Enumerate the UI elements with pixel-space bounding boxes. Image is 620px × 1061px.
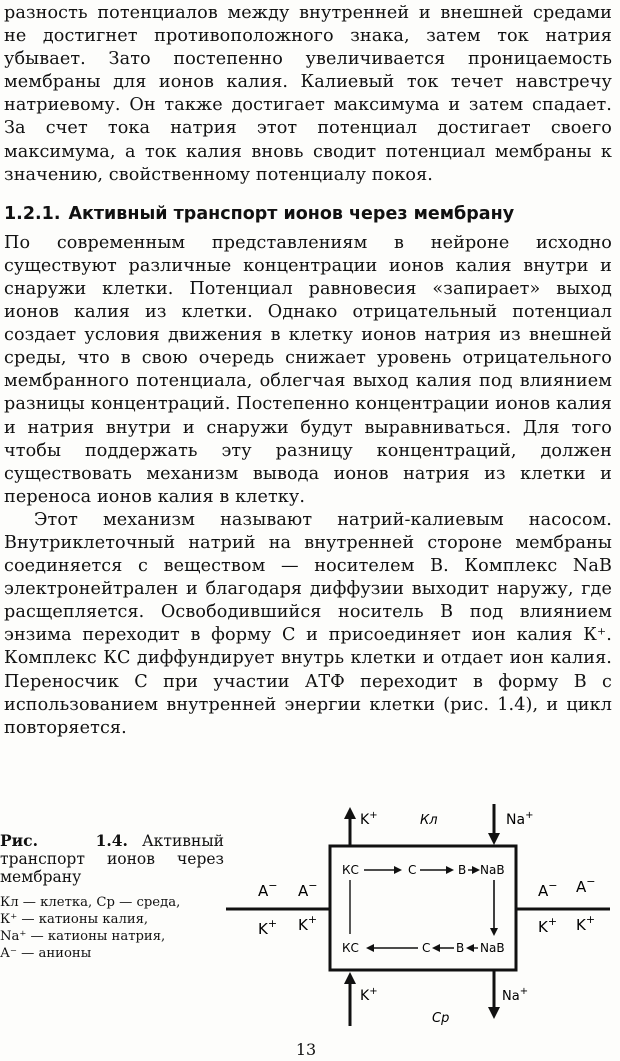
anion-left-2: A− [298,879,318,900]
bottom-b: В [456,941,465,955]
section-title: Активный транспорт ионов через мембрану [68,203,515,224]
figure-label: Рис. 1.4. [0,831,128,850]
anion-left-1: A− [258,879,278,900]
cation-right-2: K+ [576,913,596,934]
figure-legend [0,894,224,962]
legend-item: Na⁺ — катионы натрия, [0,929,166,944]
paragraph-3: Этот механизм называют натрий-калиевым насосом. Внутриклеточный натрий на внутренней стороне мембраны соединяется с веществом — носителем В. Комплекс NaB электронейтрален и благодаря диффузии выходит наружу, где расщепляется. Освободившийся носитель В под влиянием энзима переходит в форму С и присоединяет ион калия К⁺. Комплекс КС диффундирует внутрь клетки и отдает ион калия. Переносчик С при участии АТФ переходит в форму В с использованием внутренней энергии клетки (рис. 1.4), и цикл повторяется. [4,509,612,738]
ion-label-na-top: Na+ [506,810,534,828]
cell-label: Кл [420,813,438,828]
medium-label: Ср [432,1011,450,1026]
legend-item: А⁻ — анионы [0,946,92,961]
cation-left-2: K+ [298,913,318,934]
pump-diagram [226,800,610,1040]
caption-text [0,832,224,886]
cation-left-1: K+ [258,917,278,938]
paragraph-2: По современным представлениям в нейроне исходно существуют различные концентрации ионов калия внутри и снаружи клетки. Потенциал равновесия «запирает» выход ионов калия из клетки. Однако отрицательный потенциал создает условия движения в клетку ионов натрия из внешней среды, что в свою очередь снижает уровень отрицательного мембранного потенциала, облегчая выход калия под влиянием разницы концентраций. Постепенно концентрации ионов калия и натрия внутри и снаружи будут выравниваться. Для того чтобы поддержать эту разницу концентраций, должен существовать механизм вывода ионов натрия из клетки и переноса ионов калия в клетку. [4,232,612,507]
figure-caption [0,832,224,962]
anion-right-1: A− [538,879,558,900]
page [4,0,612,740]
legend-item: К⁺ — катионы калия, [0,912,149,927]
figure-1-4 [0,800,612,1040]
section-heading [4,202,612,226]
top-kc: КС [342,863,359,877]
legend-item: Кл — клетка, Ср — среда, [0,895,181,910]
top-c: С [408,863,417,877]
ion-label-na-bottom: Na+ [502,986,529,1004]
top-b: В [458,863,467,877]
bottom-kc: КС [342,941,359,955]
cation-right-1: K+ [538,915,558,936]
ion-label-k-top: K+ [360,810,378,828]
page-number: 13 [295,1040,317,1059]
top-nab: NaB [480,863,505,877]
paragraph-1: разность потенциалов между внутренней и внешней средами не достигнет противоположного знака, затем ток натрия убывает. Зато постепенно увеличивается проницаемость мембраны для ионов калия. Калиевый ток течет навстречу натриевому. Он также достигает максимума и затем спадает. За счет тока натрия этот потенциал достигает своего максимума, а ток калия вновь сводит потенциал мембраны к значению, свойственному потенциалу покоя. [4,3,612,185]
section-number: 1.2.1. [4,203,61,224]
ion-label-k-bottom: K+ [360,986,378,1004]
bottom-c: С [422,941,431,955]
bottom-nab: NaB [480,941,505,955]
anion-right-2: A− [576,875,596,896]
caption-body: Активный транспорт ионов через мембрану [0,832,224,886]
